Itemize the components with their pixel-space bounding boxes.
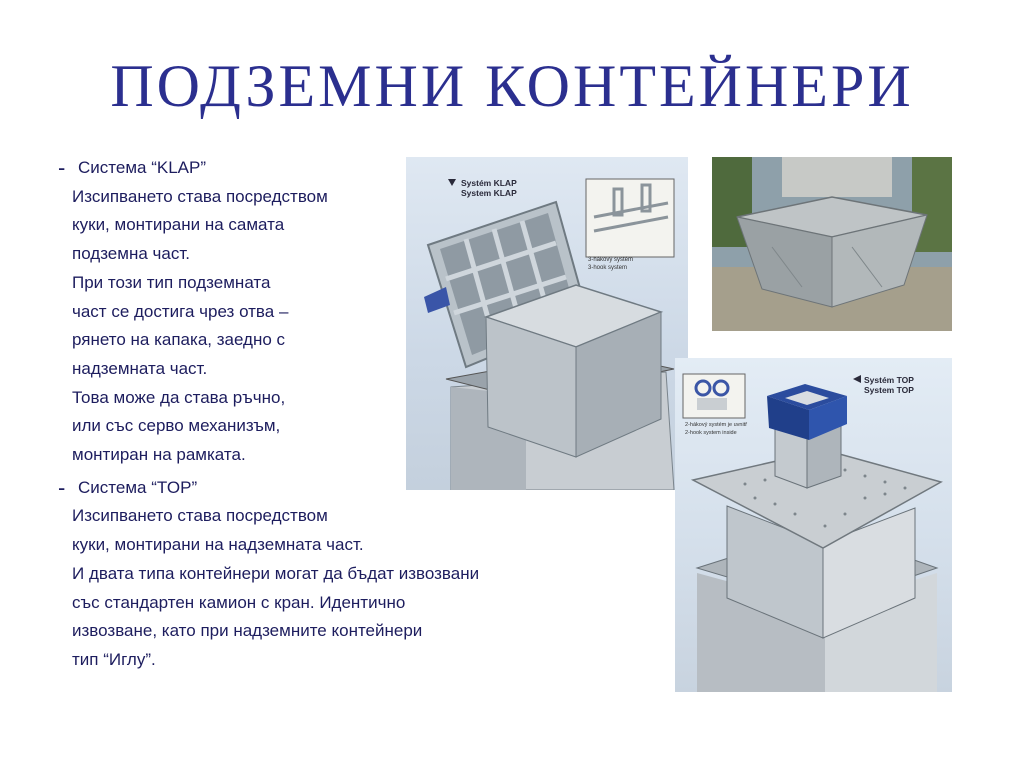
klap-inset-caption-1: 3-hákový systém (588, 257, 634, 263)
top-inset-caption-1: 2-hákový systém je uvnitř (685, 422, 748, 428)
top-inset-caption-2: 2-hook system inside (685, 430, 737, 436)
body-line: монтиран на рамката. (72, 445, 246, 465)
klap-system-photo (406, 157, 688, 490)
body-line: куки, монтирани на самата (72, 215, 285, 235)
body-line: надземната част. (72, 358, 208, 378)
top-caption-1: Systém TOP (864, 375, 914, 385)
section-klap-title: Система “KLAP” (78, 158, 206, 177)
slide-title: ПОДЗЕМНИ КОНТЕЙНЕРИ (110, 53, 914, 119)
body-line: Изсипването става посредством (72, 506, 328, 526)
body-line: куки, монтирани на надземната част. (72, 535, 364, 555)
caption-arrow-icon (853, 375, 861, 383)
bullet-dash: - (58, 155, 66, 180)
body-line: Изсипването става посредством (72, 186, 328, 206)
installation-site-photo (712, 157, 952, 331)
body-line: подземна част. (72, 244, 190, 264)
klap-caption-2: System KLAP (461, 188, 517, 198)
body-line: При този тип подземната (72, 272, 271, 292)
body-line: или със серво механизъм, (72, 416, 281, 436)
body-line: И двата типа контейнери могат да бъдат извозвани (72, 563, 480, 583)
klap-inset-caption-2: 3-hook system (588, 265, 628, 271)
body-line: рянето на капака, заедно с (72, 330, 286, 350)
body-line: част се достига чрез отва – (72, 301, 289, 321)
klap-caption-1: Systém KLAP (461, 178, 517, 188)
caption-arrow-icon (448, 179, 456, 186)
top-caption-2: System TOP (864, 385, 914, 395)
bullet-dash: - (58, 474, 66, 500)
body-line: тип “Иглу”. (72, 649, 156, 669)
body-line: Това може да става ръчно, (72, 387, 286, 407)
body-line: извозване, като при надземните контейнери (72, 621, 423, 641)
section-top-title: Система “TOP” (78, 477, 198, 497)
top-system-photo (675, 358, 952, 692)
body-line: със стандартен камион с кран. Идентично (72, 592, 406, 612)
